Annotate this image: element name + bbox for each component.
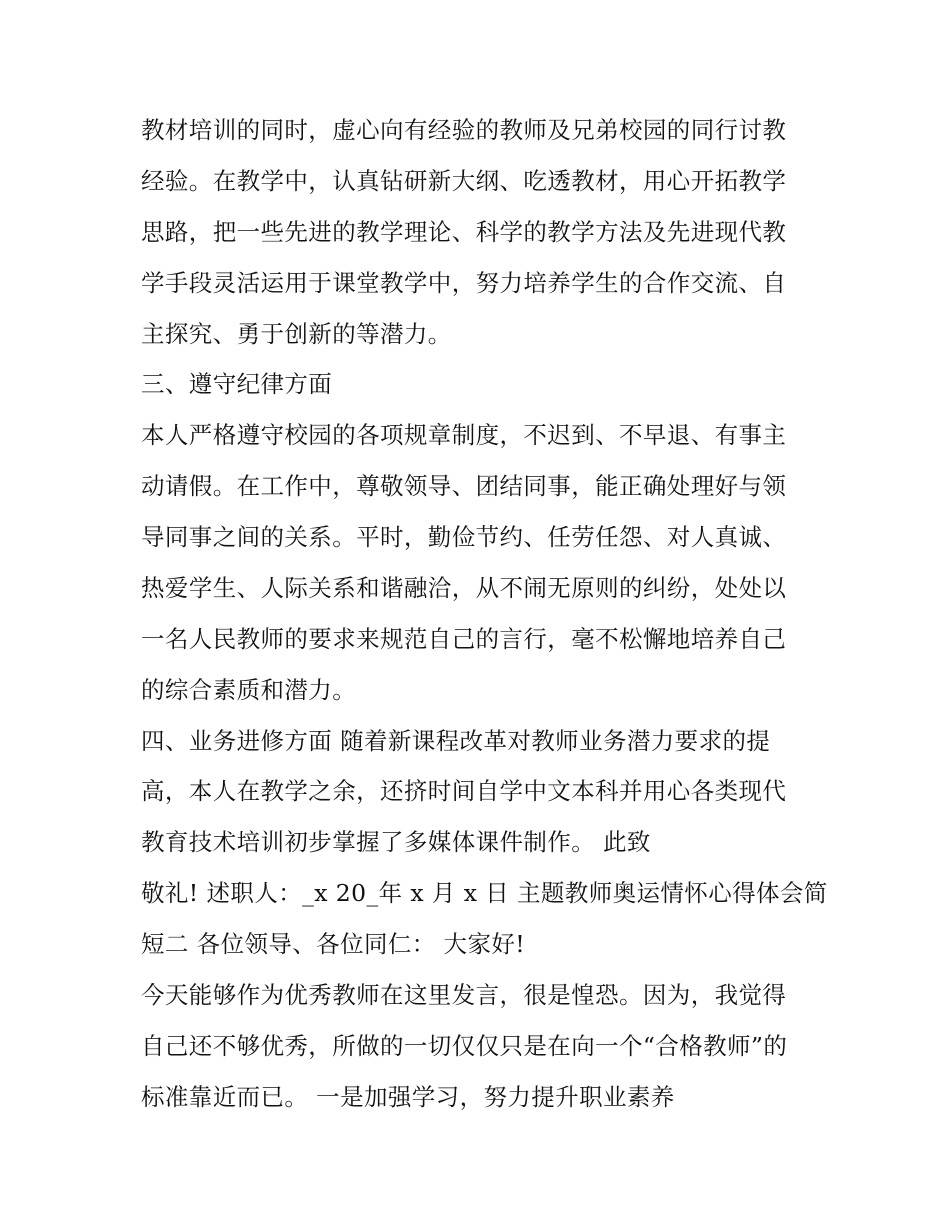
text-line: 的综合素质和潜力。 bbox=[141, 676, 357, 704]
text-line: 导同事之间的关系。平时，勤俭节约、任劳任怨、对人真诚、 bbox=[141, 523, 787, 551]
text-line: 教材培训的同时，虚心向有经验的教师及兄弟校园的同行讨教 bbox=[141, 116, 787, 144]
text-line: 敬礼! 述职人：_x 20_年 x 月 x 日 主题教师奥运情怀心得体会简 bbox=[141, 879, 828, 907]
text-line: 自己还不够优秀，所做的一切仅仅只是在向一个“合格教师”的 bbox=[141, 1032, 788, 1060]
text-line: 标准靠近而已。 一是加强学习，努力提升职业素养 bbox=[141, 1083, 675, 1111]
text-line: 热爱学生、人际关系和谐融洽，从不闹无原则的纠纷，处处以 bbox=[141, 574, 787, 602]
text-line: 高，本人在教学之余，还挤时间自学中文本科并用心各类现代 bbox=[141, 777, 787, 805]
text-line: 短二 各位领导、各位同仁： 大家好! bbox=[141, 930, 526, 958]
text-line: 一名人民教师的要求来规范自己的言行，毫不松懈地培养自己 bbox=[141, 625, 787, 653]
text-line: 本人严格遵守校园的各项规章制度，不迟到、不早退、有事主 bbox=[141, 421, 787, 449]
text-line: 经验。在教学中，认真钻研新大纲、吃透教材，用心开拓教学 bbox=[141, 167, 787, 195]
text-line: 教育技术培训初步掌握了多媒体课件制作。 此致 bbox=[141, 828, 651, 856]
section-heading: 三、遵守纪律方面 bbox=[141, 370, 333, 398]
section-heading-line: 四、业务进修方面 随着新课程改革对教师业务潜力要求的提 bbox=[141, 727, 771, 755]
text-line: 学手段灵活运用于课堂教学中，努力培养学生的合作交流、自 bbox=[141, 269, 787, 297]
text-line: 思路，把一些先进的教学理论、科学的教学方法及先进现代教 bbox=[141, 218, 787, 246]
text-line: 主探究、勇于创新的等潜力。 bbox=[141, 320, 452, 348]
text-line: 动请假。在工作中，尊敬领导、团结同事，能正确处理好与领 bbox=[141, 472, 787, 500]
text-line: 今天能够作为优秀教师在这里发言，很是惶恐。因为，我觉得 bbox=[141, 981, 787, 1009]
